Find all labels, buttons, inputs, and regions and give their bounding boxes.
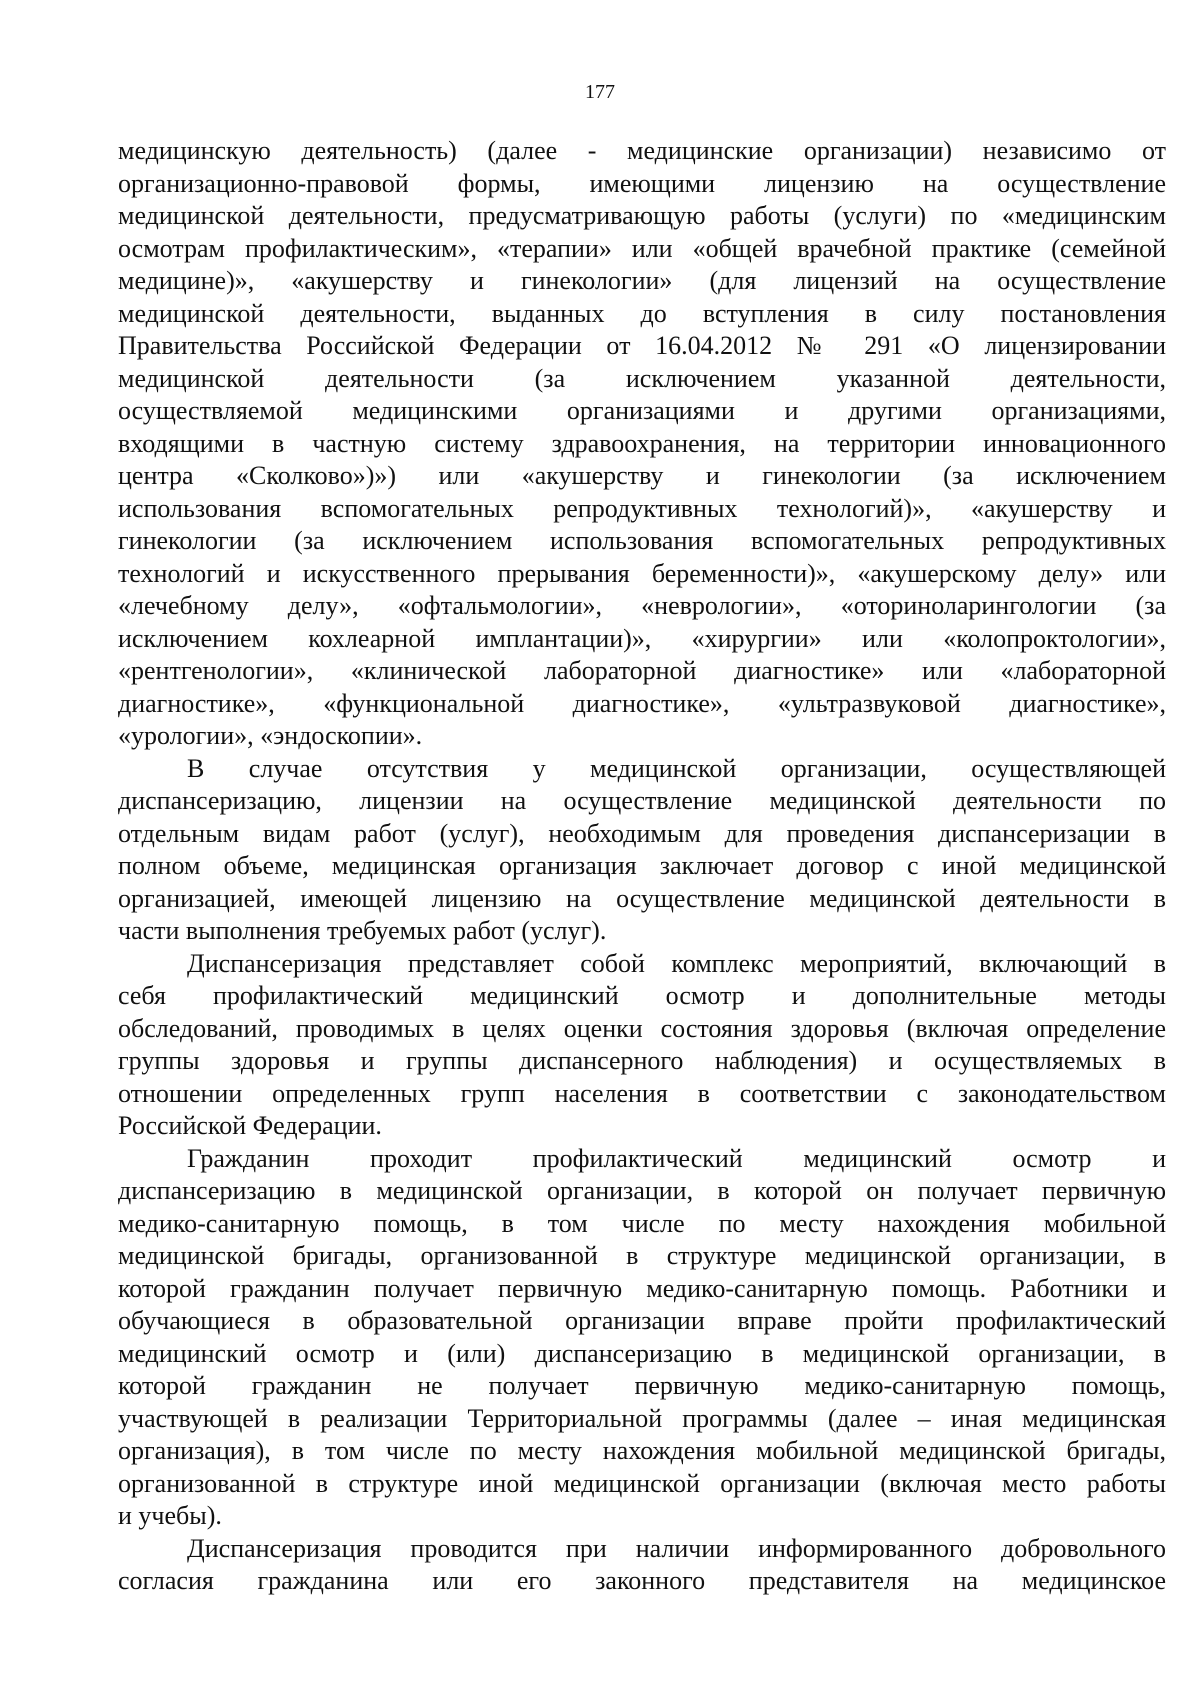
- text-line: организованной в структуре иной медицинской организации (включая место работы: [118, 1468, 1166, 1498]
- text-line: организацией, имеющей лицензию на осуществление медицинской деятельности в: [118, 883, 1166, 913]
- paragraph: [118, 948, 1166, 1143]
- text-line: медико-санитарную помощь, в том числе по месту нахождения мобильной: [118, 1208, 1166, 1238]
- text-line: «рентгенологии», «клинической лабораторной диагностике» или «лабораторной: [118, 656, 1166, 685]
- text-line: обследований, проводимых в целях оценки состояния здоровья (включая определение: [118, 1013, 1166, 1043]
- text-line: медицинской деятельности (за исключением указанной деятельности,: [118, 363, 1166, 393]
- paragraph: [118, 1143, 1166, 1533]
- text-line: медицине)», «акушерству и гинекологии» (для лицензий на осуществление: [118, 266, 1166, 295]
- text-line: обучающиеся в образовательной организации вправе пройти профилактический: [118, 1306, 1166, 1335]
- text-line: медицинской деятельности, выданных до вступления в силу постановления: [118, 298, 1166, 328]
- text-line: которой гражданин получает первичную медико-санитарную помощь. Работники и: [118, 1273, 1166, 1303]
- text-line: «урологии», «эндоскопии».: [118, 721, 423, 750]
- text-line: диагностике», «функциональной диагностике», «ультразвуковой диагностике»,: [118, 688, 1166, 718]
- text-line: входящими в частную систему здравоохранения, на территории инновационного: [118, 428, 1166, 458]
- text-line: диспансеризацию, лицензии на осуществление медицинской деятельности по: [118, 786, 1166, 815]
- text-line: медицинский осмотр и (или) диспансеризацию в медицинской организации, в: [118, 1338, 1166, 1368]
- text-line: осмотрам профилактическим», «терапии» или «общей врачебной практике (семейной: [118, 233, 1166, 263]
- text-line: диспансеризацию в медицинской организации, в которой он получает первичную: [118, 1176, 1166, 1205]
- text-line: себя профилактический медицинский осмотр и дополнительные методы: [118, 981, 1166, 1010]
- paragraph: [118, 1533, 1166, 1598]
- text-line: участвующей в реализации Территориальной программы (далее – иная медицинская: [118, 1403, 1166, 1433]
- text-line: согласия гражданина или его законного представителя на медицинское: [118, 1566, 1166, 1595]
- text-line: «лечебному делу», «офтальмологии», «неврологии», «оториноларингологии (за: [118, 591, 1166, 620]
- text-line: Российской Федерации.: [118, 1111, 382, 1140]
- text-line: центра «Сколково»)») или «акушерству и гинекологии (за исключением: [118, 461, 1166, 490]
- text-line: которой гражданин не получает первичную медико-санитарную помощь,: [118, 1371, 1166, 1400]
- text-line: технологий и искусственного прерывания беременности)», «акушерскому делу» или: [118, 558, 1166, 588]
- text-line: Диспансеризация проводится при наличии информированного добровольного: [187, 1533, 1166, 1563]
- text-line: использования вспомогательных репродуктивных технологий)», «акушерству и: [118, 493, 1166, 523]
- text-line: гинекологии (за исключением использования вспомогательных репродуктивных: [118, 526, 1166, 555]
- page-number: 177: [585, 81, 615, 103]
- paragraph: [118, 753, 1166, 948]
- text-line: группы здоровья и группы диспансерного наблюдения) и осуществляемых в: [118, 1046, 1166, 1075]
- document-body: [118, 135, 1166, 1598]
- text-line: и учебы).: [118, 1501, 222, 1530]
- text-line: Правительства Российской Федерации от 16.04.2012 № 291 «О лицензировании: [118, 331, 1166, 360]
- text-line: медицинскую деятельность) (далее - медицинские организации) независимо от: [118, 136, 1166, 165]
- text-line: организационно-правовой формы, имеющими лицензию на осуществление: [118, 168, 1166, 198]
- text-line: полном объеме, медицинская организация заключает договор с иной медицинской: [118, 851, 1166, 880]
- paragraph: [118, 135, 1166, 753]
- text-line: В случае отсутствия у медицинской организации, осуществляющей: [187, 753, 1166, 783]
- text-line: исключением кохлеарной имплантации)», «хирургии» или «колопроктологии»,: [118, 623, 1166, 653]
- text-line: отношении определенных групп населения в соответствии с законодательством: [118, 1078, 1166, 1108]
- text-line: отдельным видам работ (услуг), необходимым для проведения диспансеризации в: [118, 818, 1166, 848]
- text-line: медицинской деятельности, предусматривающую работы (услуги) по «медицинским: [118, 201, 1166, 230]
- text-line: Диспансеризация представляет собой комплекс мероприятий, включающий в: [187, 948, 1166, 978]
- text-line: Гражданин проходит профилактический медицинский осмотр и: [187, 1143, 1166, 1173]
- text-line: части выполнения требуемых работ (услуг).: [118, 916, 607, 945]
- text-line: организация), в том числе по месту нахождения мобильной медицинской бригады,: [118, 1436, 1166, 1465]
- text-line: медицинской бригады, организованной в структуре медицинской организации, в: [118, 1241, 1166, 1270]
- text-line: осуществляемой медицинскими организациями и другими организациями,: [118, 396, 1166, 425]
